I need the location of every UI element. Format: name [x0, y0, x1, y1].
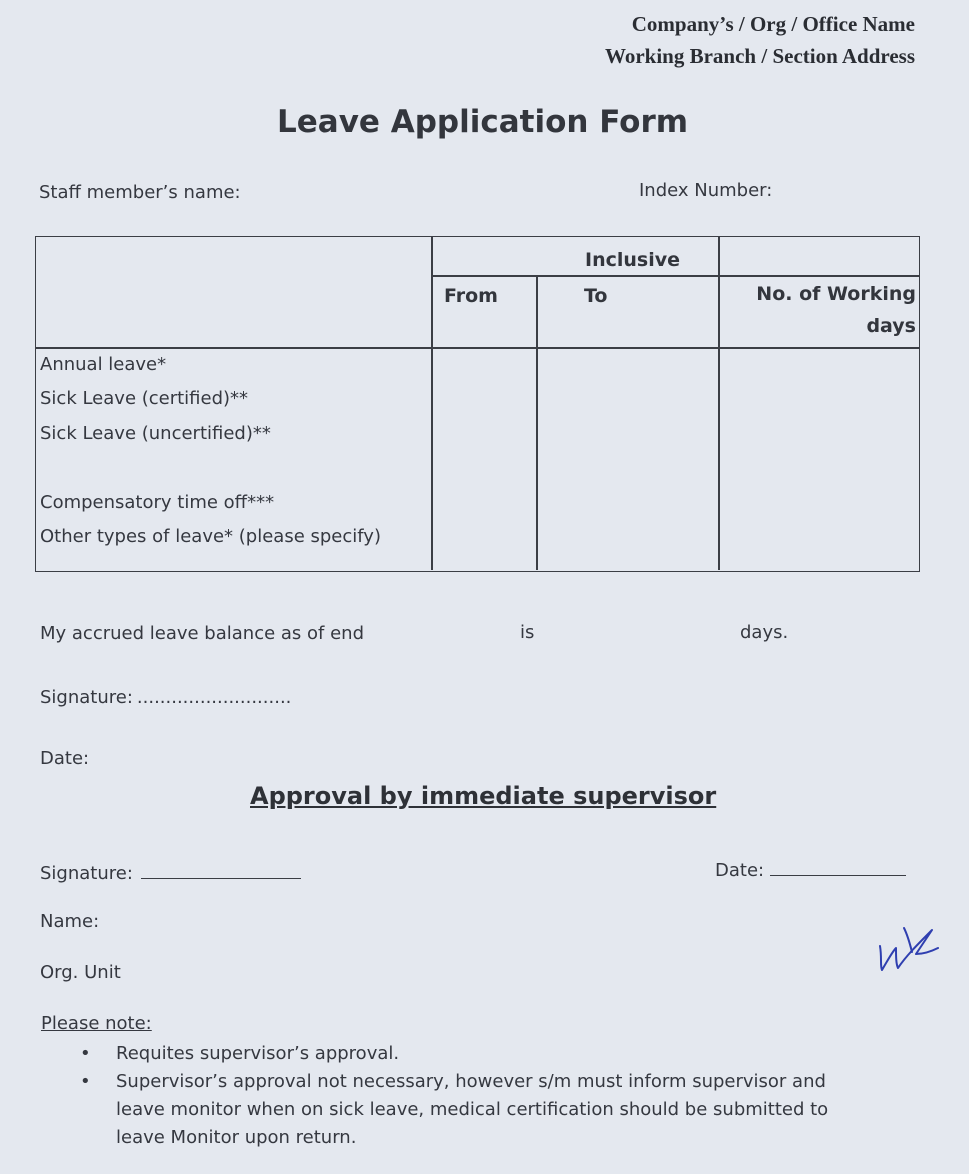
supervisor-signature-line	[141, 860, 301, 879]
org-name: Company’s / Org / Office Name	[631, 12, 915, 36]
signature-label-text: Signature:	[40, 687, 133, 708]
col-divider-3	[718, 237, 720, 570]
applicant-date-label: Date:	[40, 748, 90, 769]
applicant-signature-label	[40, 687, 291, 708]
working-days-line2: days	[866, 315, 916, 337]
supervisor-date-label: Date:	[715, 860, 765, 881]
working-days-line1: No. of Working	[756, 283, 916, 305]
supervisor-date-line	[770, 857, 906, 876]
note-text-2-end: leave Monitor upon return.	[116, 1127, 357, 1148]
header-row-divider	[36, 347, 920, 349]
supervisor-date-row	[715, 857, 906, 881]
supervisor-name-label: Name:	[40, 911, 100, 932]
note-item-1	[80, 1040, 828, 1068]
from-header: From	[444, 285, 498, 307]
supervisor-signature-row	[40, 860, 301, 884]
note-text-2: Supervisor’s approval not necessary, however s/m must inform supervisor and	[116, 1071, 826, 1092]
note-text-1: Requites supervisor’s approval.	[116, 1043, 400, 1064]
handwritten-initials	[874, 908, 942, 978]
bullet-glyph: •	[80, 1071, 91, 1092]
supervisor-signature-label: Signature:	[40, 863, 133, 884]
balance-prefix: My accrued leave balance as of end	[40, 623, 365, 644]
note-text-2-cont: leave monitor when on sick leave, medical certification should be submitted to	[116, 1099, 829, 1120]
org-unit-label: Org. Unit	[40, 962, 121, 983]
staff-name-label: Staff member’s name:	[39, 182, 241, 203]
working-days-header	[756, 283, 916, 337]
org-address: Working Branch / Section Address	[605, 44, 915, 68]
leave-type-sick-certified: Sick Leave (certified)**	[40, 388, 249, 409]
index-number-label: Index Number:	[639, 180, 773, 201]
notes-list	[80, 1040, 829, 1152]
balance-is: is	[520, 622, 535, 643]
notes-title: Please note:	[41, 1013, 152, 1034]
leave-table	[35, 236, 920, 572]
page-title: Leave Application Form	[277, 104, 689, 140]
bullet-glyph: •	[80, 1043, 91, 1064]
to-header: To	[584, 285, 608, 307]
leave-type-sick-uncertified: Sick Leave (uncertified)**	[40, 423, 271, 444]
note-item-2	[80, 1068, 828, 1096]
inclusive-header: Inclusive	[585, 249, 680, 271]
inclusive-row-divider	[431, 275, 920, 277]
col-divider-1	[431, 237, 433, 570]
note-item-2-cont	[116, 1096, 828, 1124]
col-divider-2	[536, 276, 538, 570]
note-item-2-end	[116, 1124, 828, 1152]
leave-type-other: Other types of leave* (please specify)	[40, 526, 381, 547]
signature-dotted-line: ...........................	[136, 687, 292, 708]
balance-days: days.	[740, 622, 789, 643]
leave-type-compensatory: Compensatory time off***	[40, 492, 275, 513]
leave-type-annual: Annual leave*	[40, 354, 167, 375]
approval-heading: Approval by immediate supervisor	[250, 782, 717, 810]
